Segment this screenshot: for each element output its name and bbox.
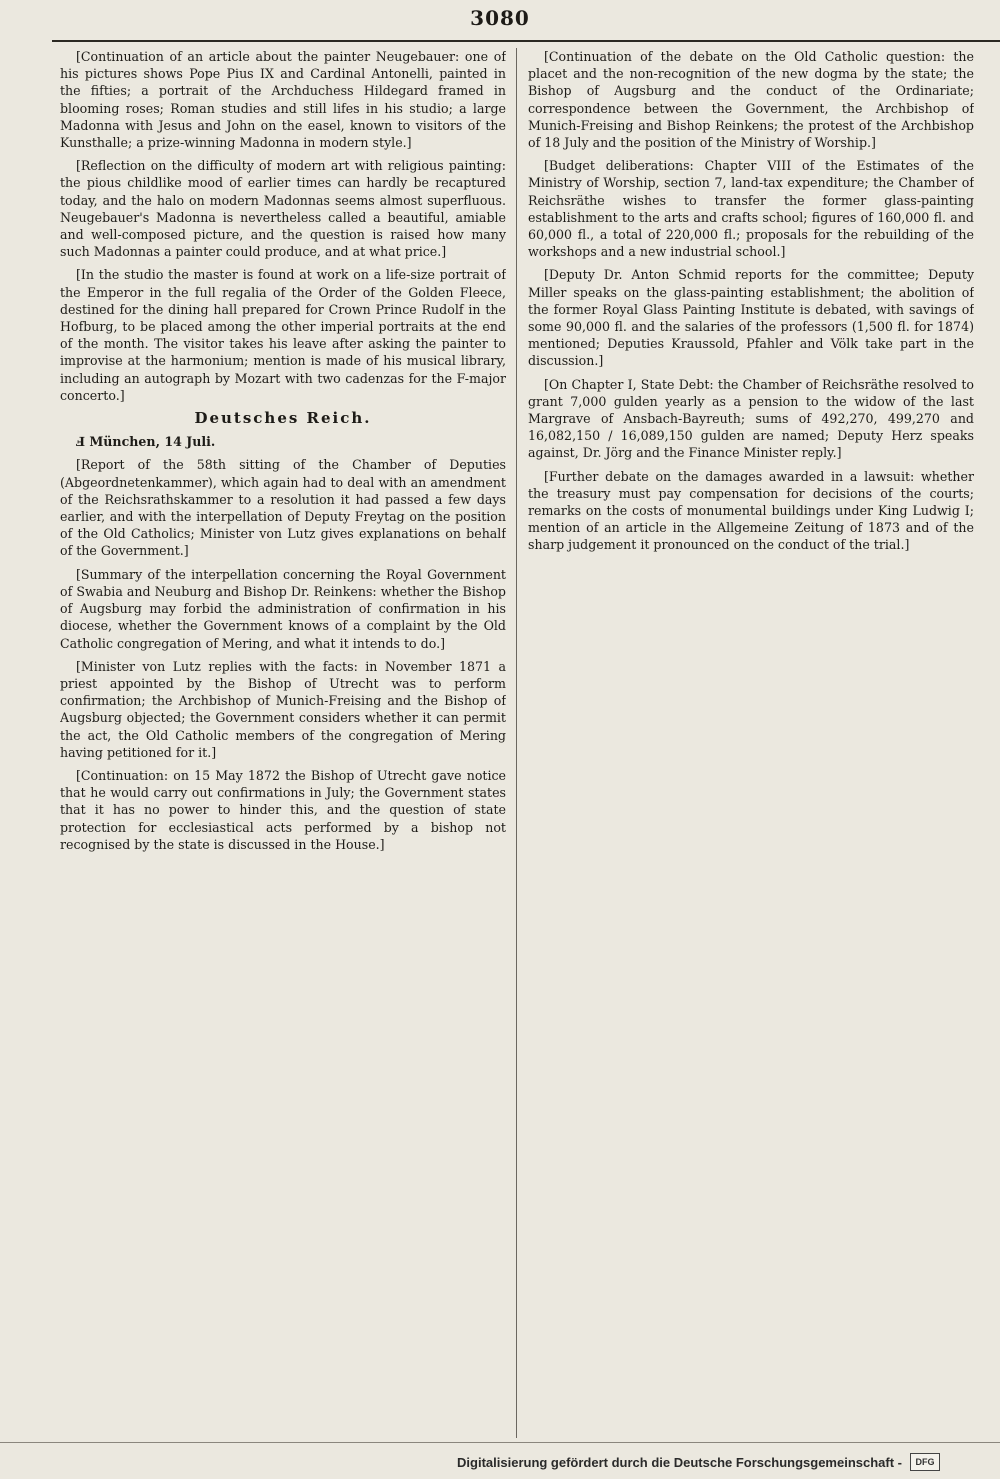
article-paragraph: [Budget deliberations: Chapter VIII of the Estimates of the Ministry of Worship, section 7, land-tax expenditure; the Chamber of Reichsräthe wishes to transfer the former glass-painting establishment to the arts and crafts school; figures of 160,000 fl. and 60,000 fl., a total of 220,000 fl.; proposals for the rebuilding of the workshops and a new industrial school.]	[528, 158, 974, 260]
footer-text: Digitalisierung gefördert durch die Deutsche Forschungsgemeinschaft -	[457, 1454, 902, 1470]
article-paragraph: [Further debate on the damages awarded in a lawsuit: whether the treasury must pay compensation for decisions of the courts; remarks on the costs of monumental buildings under King Ludwig I; mention of an article in the Allgemeine Zeitung of 1873 and of the sharp judgement it pronounced on the conduct of the trial.]	[528, 468, 974, 553]
right-column	[528, 48, 974, 1433]
article-paragraph: [Continuation of the debate on the Old Catholic question: the placet and the non-recognition of the new dogma by the state; the Bishop of Augsburg and the conduct of the Ordinariate; correspondence between the Government, the Archbishop of Munich-Freising and Bishop Reinkens; the protest of the Archbishop of 18 July and the position of the Ministry of Worship.]	[528, 49, 974, 151]
header-rule	[52, 40, 1000, 42]
left-column	[60, 48, 506, 1433]
column-divider	[516, 48, 517, 1438]
section-heading: Deutsches Reich.	[194, 409, 372, 428]
report-paragraph	[60, 433, 506, 450]
report-paragraph: [Continuation: on 15 May 1872 the Bishop of Utrecht gave notice that he would carry out confirmations in July; the Government states that it has no power to hinder this, and the question of state protection for ecclesiastical acts performed by a bishop not recognised by the state is discussed in the House.]	[60, 767, 506, 852]
page-number: 3080	[470, 6, 530, 30]
report-paragraph: [Summary of the interpellation concerning the Royal Government of Swabia and Neuburg and Bishop Dr. Reinkens: whether the Bishop of Augsburg may forbid the administration of confirmation in his diocese, whether the Government knows of a complaint by the Old Catholic congregation of Mering, and what it intends to do.]	[60, 566, 506, 651]
article-paragraph: [Reflection on the difficulty of modern art with religious painting: the pious childlike mood of earlier times can hardly be recaptured today, and the halo on modern Madonnas seems almost superfluous. Neugebauer's Madonna is nevertheless called a beautiful, amiable and well-composed picture, and the question is raised how many such Madonnas a painter could produce, and at what price.]	[60, 158, 506, 260]
article-paragraph: [On Chapter I, State Debt: the Chamber of Reichsräthe resolved to grant 7,000 gulden yearly as a pension to the widow of the last Margrave of Ansbach-Bayreuth; sums of 492,270, 499,270 and 16,082,150 / 16,089,150 gulden are named; Deputy Herz speaks against, Dr. Jörg and the Finance Minister reply.]	[528, 376, 974, 461]
footer-rule	[0, 1442, 1000, 1443]
report-paragraph: [Minister von Lutz replies with the facts: in November 1871 a priest appointed by the Bishop of Utrecht was to perform confirmation; the Archbishop of Munich-Freising and the Bishop of Augsburg objected; the Government considers whether it can permit the act, the Old Catholic members of the congregation of Mering having petitioned for it.]	[60, 658, 506, 760]
report-paragraph: [Report of the 58th sitting of the Chamber of Deputies (Abgeordnetenkammer), which again had to deal with an amendment of the Reichsrathskammer to a resolution it had passed a few days earlier, and with the interpellation of Deputy Freytag on the position of the Old Catholics; Minister von Lutz gives explanations on behalf of the Government.]	[60, 457, 506, 559]
dfg-logo-icon: DFG	[910, 1453, 940, 1471]
dateline: Ⅎ München, 14 Juli.	[76, 434, 216, 450]
article-paragraph: [Deputy Dr. Anton Schmid reports for the committee; Deputy Miller speaks on the glass-painting establishment; the abolition of the former Royal Glass Painting Institute is debated, with savings of some 90,000 fl. and the salaries of the professors (1,500 fl. for 1874) mentioned; Deputies Kraussold, Pfahler and Völk take part in the discussion.]	[528, 267, 974, 369]
footer	[457, 1452, 940, 1472]
article-paragraph: [Continuation of an article about the painter Neugebauer: one of his pictures shows Pope Pius IX and Cardinal Antonelli, painted in the fifties; a portrait of the Archduchess Hildegard framed in blooming roses; Roman studies and still lifes in his studio; a large Madonna with Jesus and John on the easel, known to visitors of the Kunsthalle; a prize-winning Madonna in modern style.]	[60, 49, 506, 151]
article-paragraph: [In the studio the master is found at work on a life-size portrait of the Emperor in the full regalia of the Order of the Golden Fleece, destined for the dining hall prepared for Crown Prince Rudolf in the Hofburg, to be placed among the other imperial portraits at the end of the month. The visitor takes his leave after asking the painter to improvise at the harmonium; mention is made of his musical library, including an autograph by Mozart with two cadenzas for the F-major concerto.]	[60, 267, 506, 403]
